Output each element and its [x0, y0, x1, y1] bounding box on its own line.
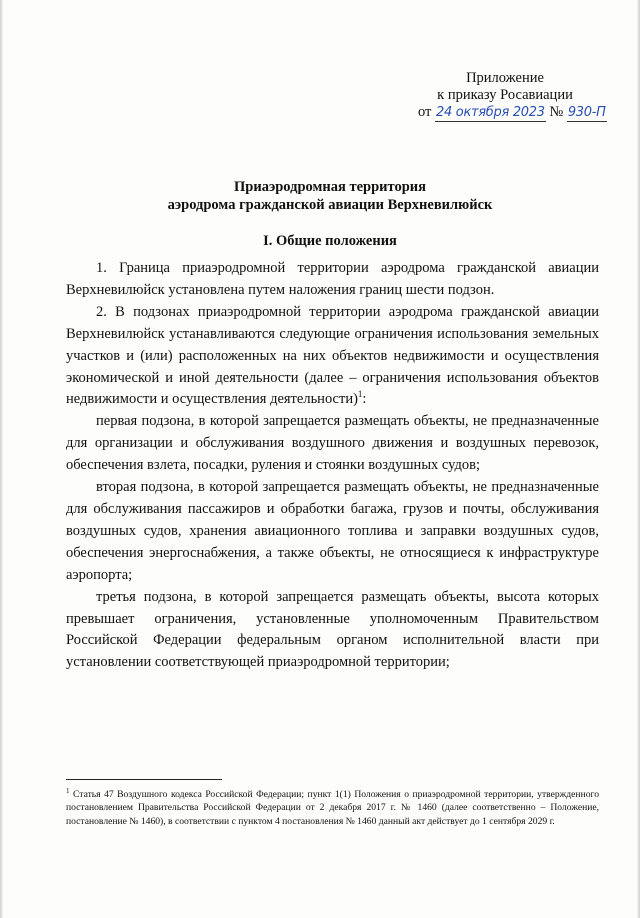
- paragraph-subzone-1: первая подзона, в которой запрещается размещать объекты, не предназначенные для организации и обслуживания воздушного движения и воздушных перевозок, обеспечения взлета, посадки, руления и стоянки воздушных судов;: [66, 413, 599, 474]
- paragraph-1: 1. Граница приаэродромной территории аэродрома гражданской авиации Верхневилюйск установлена путем наложения границ шести подзон.: [66, 260, 599, 298]
- handwritten-number: 930-П: [567, 105, 606, 120]
- footnote-text: Статья 47 Воздушного кодекса Российской Федерации; пункт 1(1) Положения о приаэродромной территории, утвержденного постановлением Правительства Российской Федерации от 2 декабря 2017 г. № 1460 (далее соответственно – Положение, постановление № 1460), в соответствии с пунктом 4 постановления № 1460 данный акт действует до 1 сентября 2029 г.: [66, 789, 599, 827]
- paragraph-2-text: 2. В подзонах приаэродромной территории аэродрома гражданской авиации Верхневилюйск устанавливаются следующие ограничения использования земельных участков и (или) расположенных на них объектов недвижимости и осуществления экономической и иной деятельности (далее – ограничения использования объектов недвижимости и осуществления деятельности): [66, 303, 599, 408]
- handwritten-date: 24 октября 2023: [436, 105, 545, 120]
- section-heading: I. Общие положения: [263, 233, 397, 249]
- footnote: [66, 788, 599, 828]
- appendix-label: Приложение: [466, 70, 544, 86]
- paragraph-2: [66, 302, 599, 412]
- from-label: от: [418, 104, 432, 120]
- appendix-date-line: [418, 104, 610, 122]
- scan-edge-left: [0, 0, 3, 918]
- paragraph-subzone-3: третья подзона, в которой запрещается размещать объекты, высота которых превышает ограничения, установленные уполномоченным Правительством Российской Федерации федеральным органом исполнительной власти при установлении соответствующей приаэродромной территории;: [66, 588, 599, 671]
- appendix-order-ref: к приказу Росавиации: [437, 87, 573, 103]
- footnote-reference: 1: [357, 389, 363, 400]
- footnote-mark: 1: [66, 786, 70, 795]
- footnote-separator: [66, 779, 222, 780]
- appendix-block: [400, 70, 610, 122]
- paragraph-subzone-2: вторая подзона, в которой запрещается размещать объекты, не предназначенные для обслуживания пассажиров и обработки багажа, грузов и почты, обслуживания воздушных судов, хранения авиационного топлива и заправки воздушных судов, обеспечения энергоснабжения, а также объекты, не относящиеся к инфраструктуре аэропорта;: [66, 479, 599, 583]
- paragraph-2-tail: :: [362, 391, 367, 408]
- body-text: [66, 258, 599, 674]
- document-title-line-1: Приаэродромная территория: [234, 179, 426, 195]
- number-label: №: [549, 104, 564, 120]
- document-title-line-2: аэродрома гражданской авиации Верхневилюйск: [167, 197, 493, 213]
